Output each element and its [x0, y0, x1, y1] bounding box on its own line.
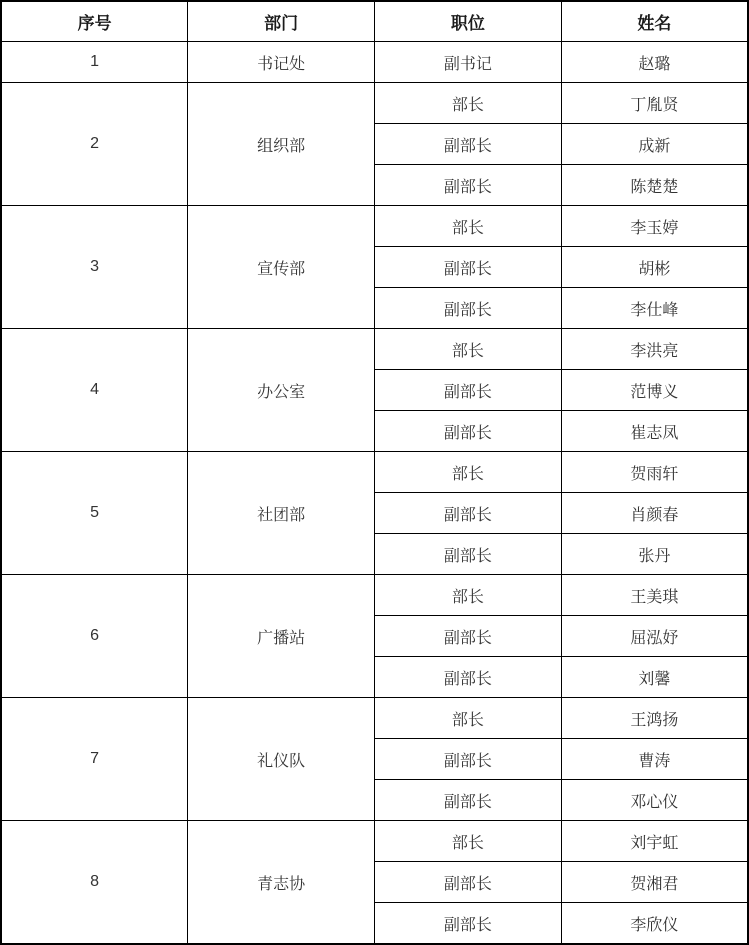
position-cell: 副部长	[375, 370, 562, 411]
department-cell: 宣传部	[188, 206, 375, 329]
name-cell: 范博义	[561, 370, 748, 411]
name-cell: 屈泓妤	[561, 616, 748, 657]
position-cell: 部长	[375, 206, 562, 247]
header-cell-index: 序号	[1, 1, 188, 42]
name-cell: 贺湘君	[561, 862, 748, 903]
name-cell: 成新	[561, 124, 748, 165]
index-cell: 2	[1, 83, 188, 206]
table-row	[1, 83, 748, 124]
name-cell: 李仕峰	[561, 288, 748, 329]
position-cell: 副部长	[375, 165, 562, 206]
department-cell: 组织部	[188, 83, 375, 206]
name-cell: 丁胤贤	[561, 83, 748, 124]
index-cell: 7	[1, 698, 188, 821]
position-cell: 副部长	[375, 288, 562, 329]
position-cell: 副部长	[375, 124, 562, 165]
name-cell: 崔志凤	[561, 411, 748, 452]
position-cell: 副部长	[375, 657, 562, 698]
table-row	[1, 329, 748, 370]
header-cell-name: 姓名	[561, 1, 748, 42]
header-row	[1, 1, 748, 42]
department-cell: 书记处	[188, 42, 375, 83]
name-cell: 胡彬	[561, 247, 748, 288]
index-cell: 1	[1, 42, 188, 83]
index-cell: 3	[1, 206, 188, 329]
name-cell: 肖颜春	[561, 493, 748, 534]
position-cell: 部长	[375, 575, 562, 616]
table-row	[1, 42, 748, 83]
department-cell: 礼仪队	[188, 698, 375, 821]
position-cell: 副部长	[375, 411, 562, 452]
name-cell: 邓心仪	[561, 780, 748, 821]
position-cell: 部长	[375, 329, 562, 370]
position-cell: 副部长	[375, 780, 562, 821]
position-cell: 副书记	[375, 42, 562, 83]
position-cell: 副部长	[375, 534, 562, 575]
name-cell: 曹涛	[561, 739, 748, 780]
index-cell: 5	[1, 452, 188, 575]
department-cell: 青志协	[188, 821, 375, 945]
department-cell: 办公室	[188, 329, 375, 452]
name-cell: 贺雨轩	[561, 452, 748, 493]
position-cell: 副部长	[375, 493, 562, 534]
name-cell: 王鸿扬	[561, 698, 748, 739]
name-cell: 刘馨	[561, 657, 748, 698]
index-cell: 8	[1, 821, 188, 945]
position-cell: 副部长	[375, 739, 562, 780]
header-cell-department: 部门	[188, 1, 375, 42]
name-cell: 陈楚楚	[561, 165, 748, 206]
position-cell: 副部长	[375, 247, 562, 288]
name-cell: 刘宇虹	[561, 821, 748, 862]
index-cell: 4	[1, 329, 188, 452]
department-cell: 广播站	[188, 575, 375, 698]
position-cell: 部长	[375, 83, 562, 124]
table-row	[1, 698, 748, 739]
position-cell: 部长	[375, 821, 562, 862]
department-cell: 社团部	[188, 452, 375, 575]
position-cell: 副部长	[375, 862, 562, 903]
index-cell: 6	[1, 575, 188, 698]
table-row	[1, 452, 748, 493]
name-cell: 李玉婷	[561, 206, 748, 247]
name-cell: 李洪亮	[561, 329, 748, 370]
table-row	[1, 206, 748, 247]
name-cell: 王美琪	[561, 575, 748, 616]
table-row	[1, 575, 748, 616]
name-cell: 赵璐	[561, 42, 748, 83]
position-cell: 部长	[375, 698, 562, 739]
name-cell: 李欣仪	[561, 903, 748, 945]
position-cell: 副部长	[375, 616, 562, 657]
header-cell-position: 职位	[375, 1, 562, 42]
table-row	[1, 821, 748, 862]
name-cell: 张丹	[561, 534, 748, 575]
position-cell: 副部长	[375, 903, 562, 945]
position-cell: 部长	[375, 452, 562, 493]
